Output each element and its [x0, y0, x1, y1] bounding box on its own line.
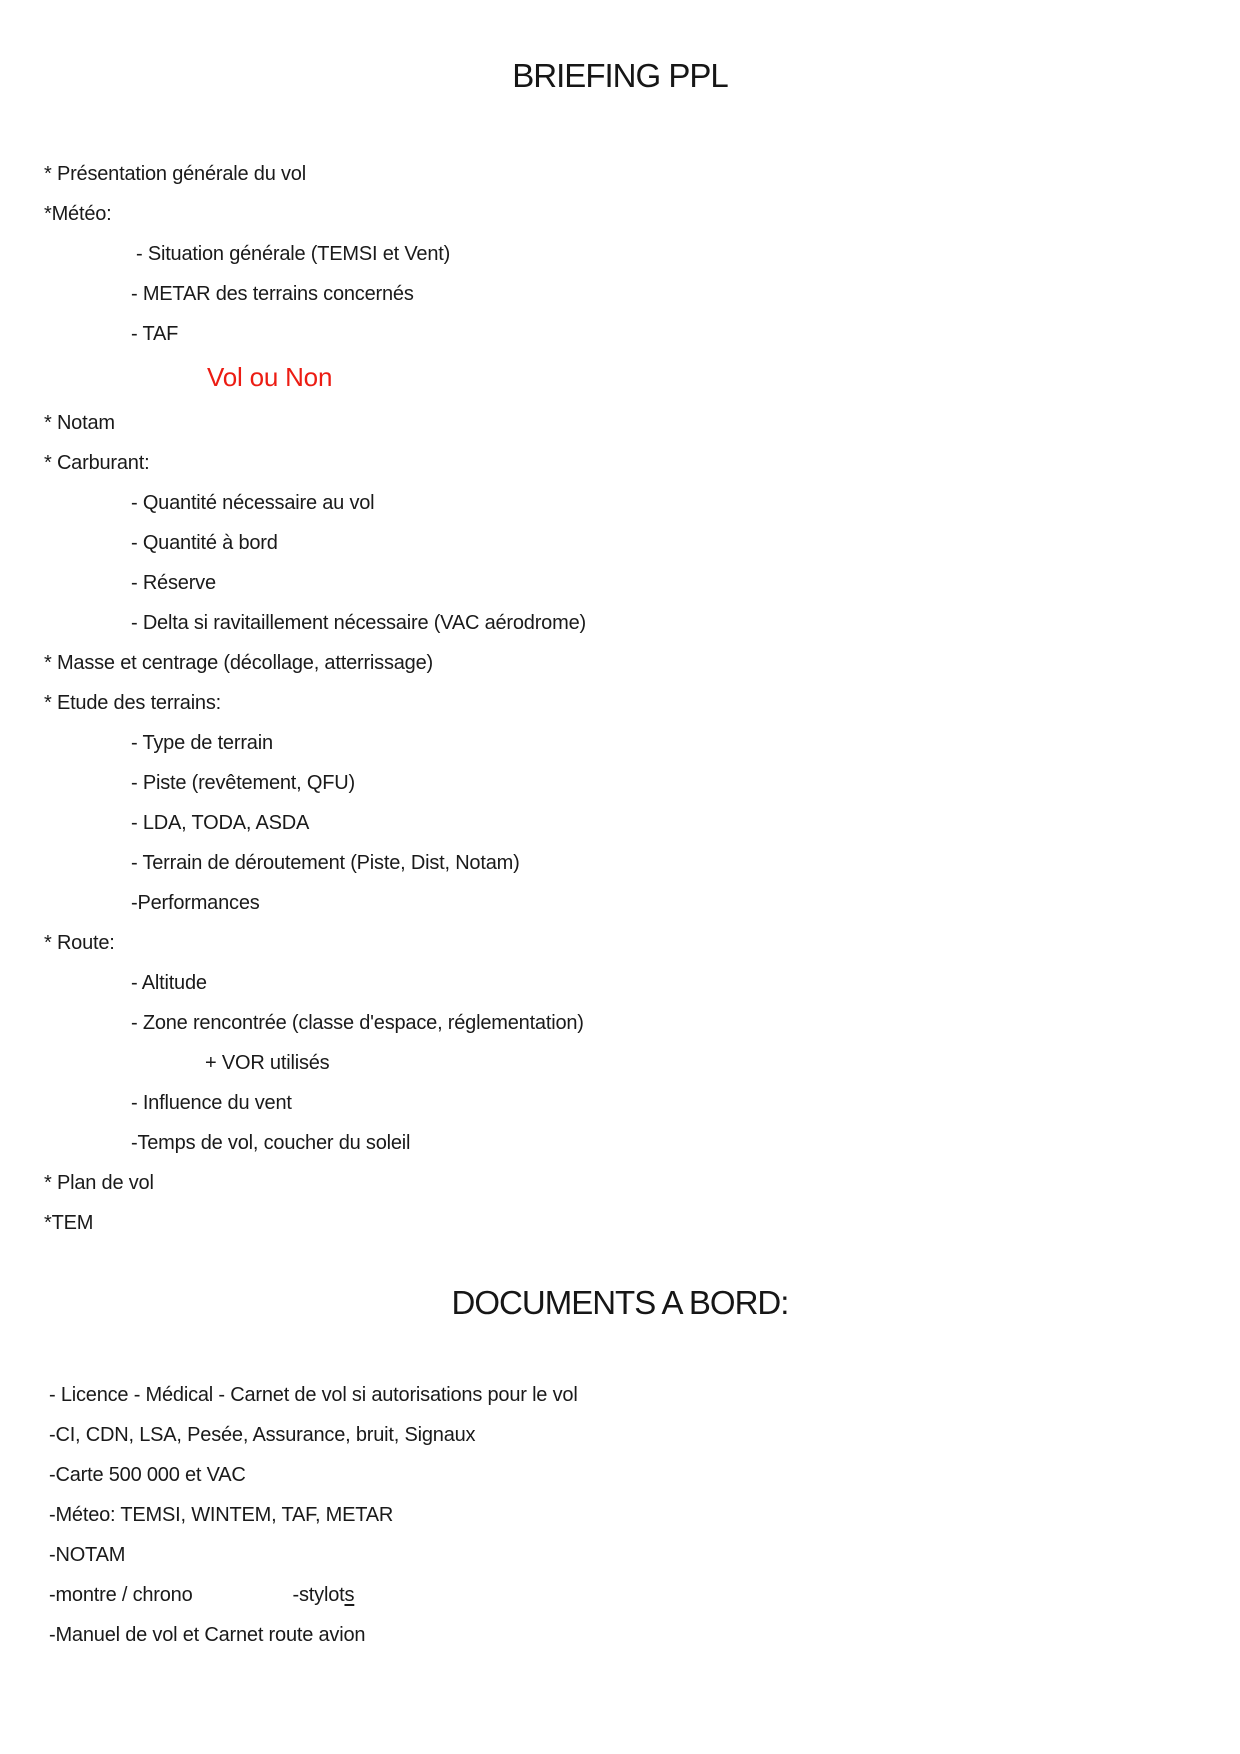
list-item: [49, 1383, 1240, 1407]
list-item: [44, 411, 1240, 435]
list-item: [131, 1011, 1240, 1035]
list-item: [205, 1051, 1240, 1075]
list-item: [131, 611, 1240, 635]
list-item-text: - TAF: [131, 323, 179, 345]
list-item-text: -Carte 500 000 et VAC: [49, 1464, 246, 1486]
list-item-text: -Méteo: TEMSI, WINTEM, TAF, METAR: [49, 1504, 394, 1526]
briefing-list: [0, 162, 1240, 1235]
list-item-text: * Plan de vol: [44, 1172, 154, 1194]
red-highlight-item: [207, 362, 1240, 392]
list-item-text: Vol ou Non: [207, 362, 333, 392]
documents-section-title: DOCUMENTS A BORD:: [451, 1284, 789, 1321]
list-item: [131, 851, 1240, 875]
list-item: [131, 891, 1240, 915]
list-item-text: - Altitude: [131, 972, 207, 994]
list-item-text: - METAR des terrains concernés: [131, 283, 414, 305]
list-item-text: -CI, CDN, LSA, Pesée, Assurance, bruit, Signaux: [49, 1424, 476, 1446]
list-item: [136, 242, 1240, 266]
list-item-text: - Quantité nécessaire au vol: [131, 492, 375, 514]
documents-list: [0, 1383, 1240, 1647]
list-item: [44, 691, 1240, 715]
list-item-text: * Carburant:: [44, 452, 150, 474]
list-item: [131, 571, 1240, 595]
list-item: [131, 1131, 1240, 1155]
list-item-text: - Zone rencontrée (classe d'espace, réglementation): [131, 1012, 584, 1034]
list-item: [131, 282, 1240, 306]
list-item-text: + VOR utilisés: [205, 1052, 330, 1074]
list-item: [131, 1091, 1240, 1115]
list-item: [44, 1171, 1240, 1195]
list-item-text: * Masse et centrage (décollage, atterrissage): [44, 652, 433, 674]
list-item: [49, 1503, 1240, 1527]
list-item: [49, 1583, 1240, 1607]
list-item-text: -montre / chrono: [49, 1584, 193, 1606]
list-item: [131, 731, 1240, 755]
list-item-text: -Manuel de vol et Carnet route avion: [49, 1624, 366, 1646]
list-item: [49, 1423, 1240, 1447]
list-item-text: * Présentation générale du vol: [44, 163, 306, 185]
list-item-text: - Réserve: [131, 572, 216, 594]
list-item: [49, 1623, 1240, 1647]
underlined-letter: s: [344, 1584, 355, 1606]
list-item-text: - Influence du vent: [131, 1092, 292, 1114]
list-item-text: - Situation générale (TEMSI et Vent): [136, 243, 451, 265]
list-item: [131, 531, 1240, 555]
page-title: BRIEFING PPL: [512, 57, 728, 94]
list-item-text: * Etude des terrains:: [44, 692, 222, 714]
list-item-text: * Route:: [44, 932, 115, 954]
list-item-text: - Terrain de déroutement (Piste, Dist, Notam): [131, 852, 520, 874]
list-item: [44, 931, 1240, 955]
list-item: [49, 1543, 1240, 1567]
list-item: [49, 1463, 1240, 1487]
list-item-text: - Quantité à bord: [131, 532, 278, 554]
list-item: [131, 971, 1240, 995]
list-item-text: - Delta si ravitaillement nécessaire (VAC aérodrome): [131, 612, 586, 634]
list-item-text: * Notam: [44, 412, 115, 434]
list-item: [131, 491, 1240, 515]
list-item: [44, 1211, 1240, 1235]
list-item: [131, 771, 1240, 795]
list-item-text: - Licence - Médical - Carnet de vol si autorisations pour le vol: [49, 1384, 578, 1406]
list-item-text: -Temps de vol, coucher du soleil: [131, 1132, 411, 1154]
list-item: [44, 162, 1240, 186]
list-item: [44, 651, 1240, 675]
list-item-text: - Piste (revêtement, QFU): [131, 772, 355, 794]
list-item: [131, 322, 1240, 346]
list-item-text: -Performances: [131, 892, 260, 914]
list-item-text: *TEM: [44, 1212, 94, 1234]
list-item-text: - LDA, TODA, ASDA: [131, 812, 310, 834]
list-item: [131, 811, 1240, 835]
list-item: [44, 451, 1240, 475]
list-item-text: *Météo:: [44, 203, 112, 225]
list-item-text: -stylot: [292, 1584, 345, 1606]
list-item: [44, 202, 1240, 226]
list-item-text: -NOTAM: [49, 1544, 126, 1566]
list-item-text: - Type de terrain: [131, 732, 273, 754]
